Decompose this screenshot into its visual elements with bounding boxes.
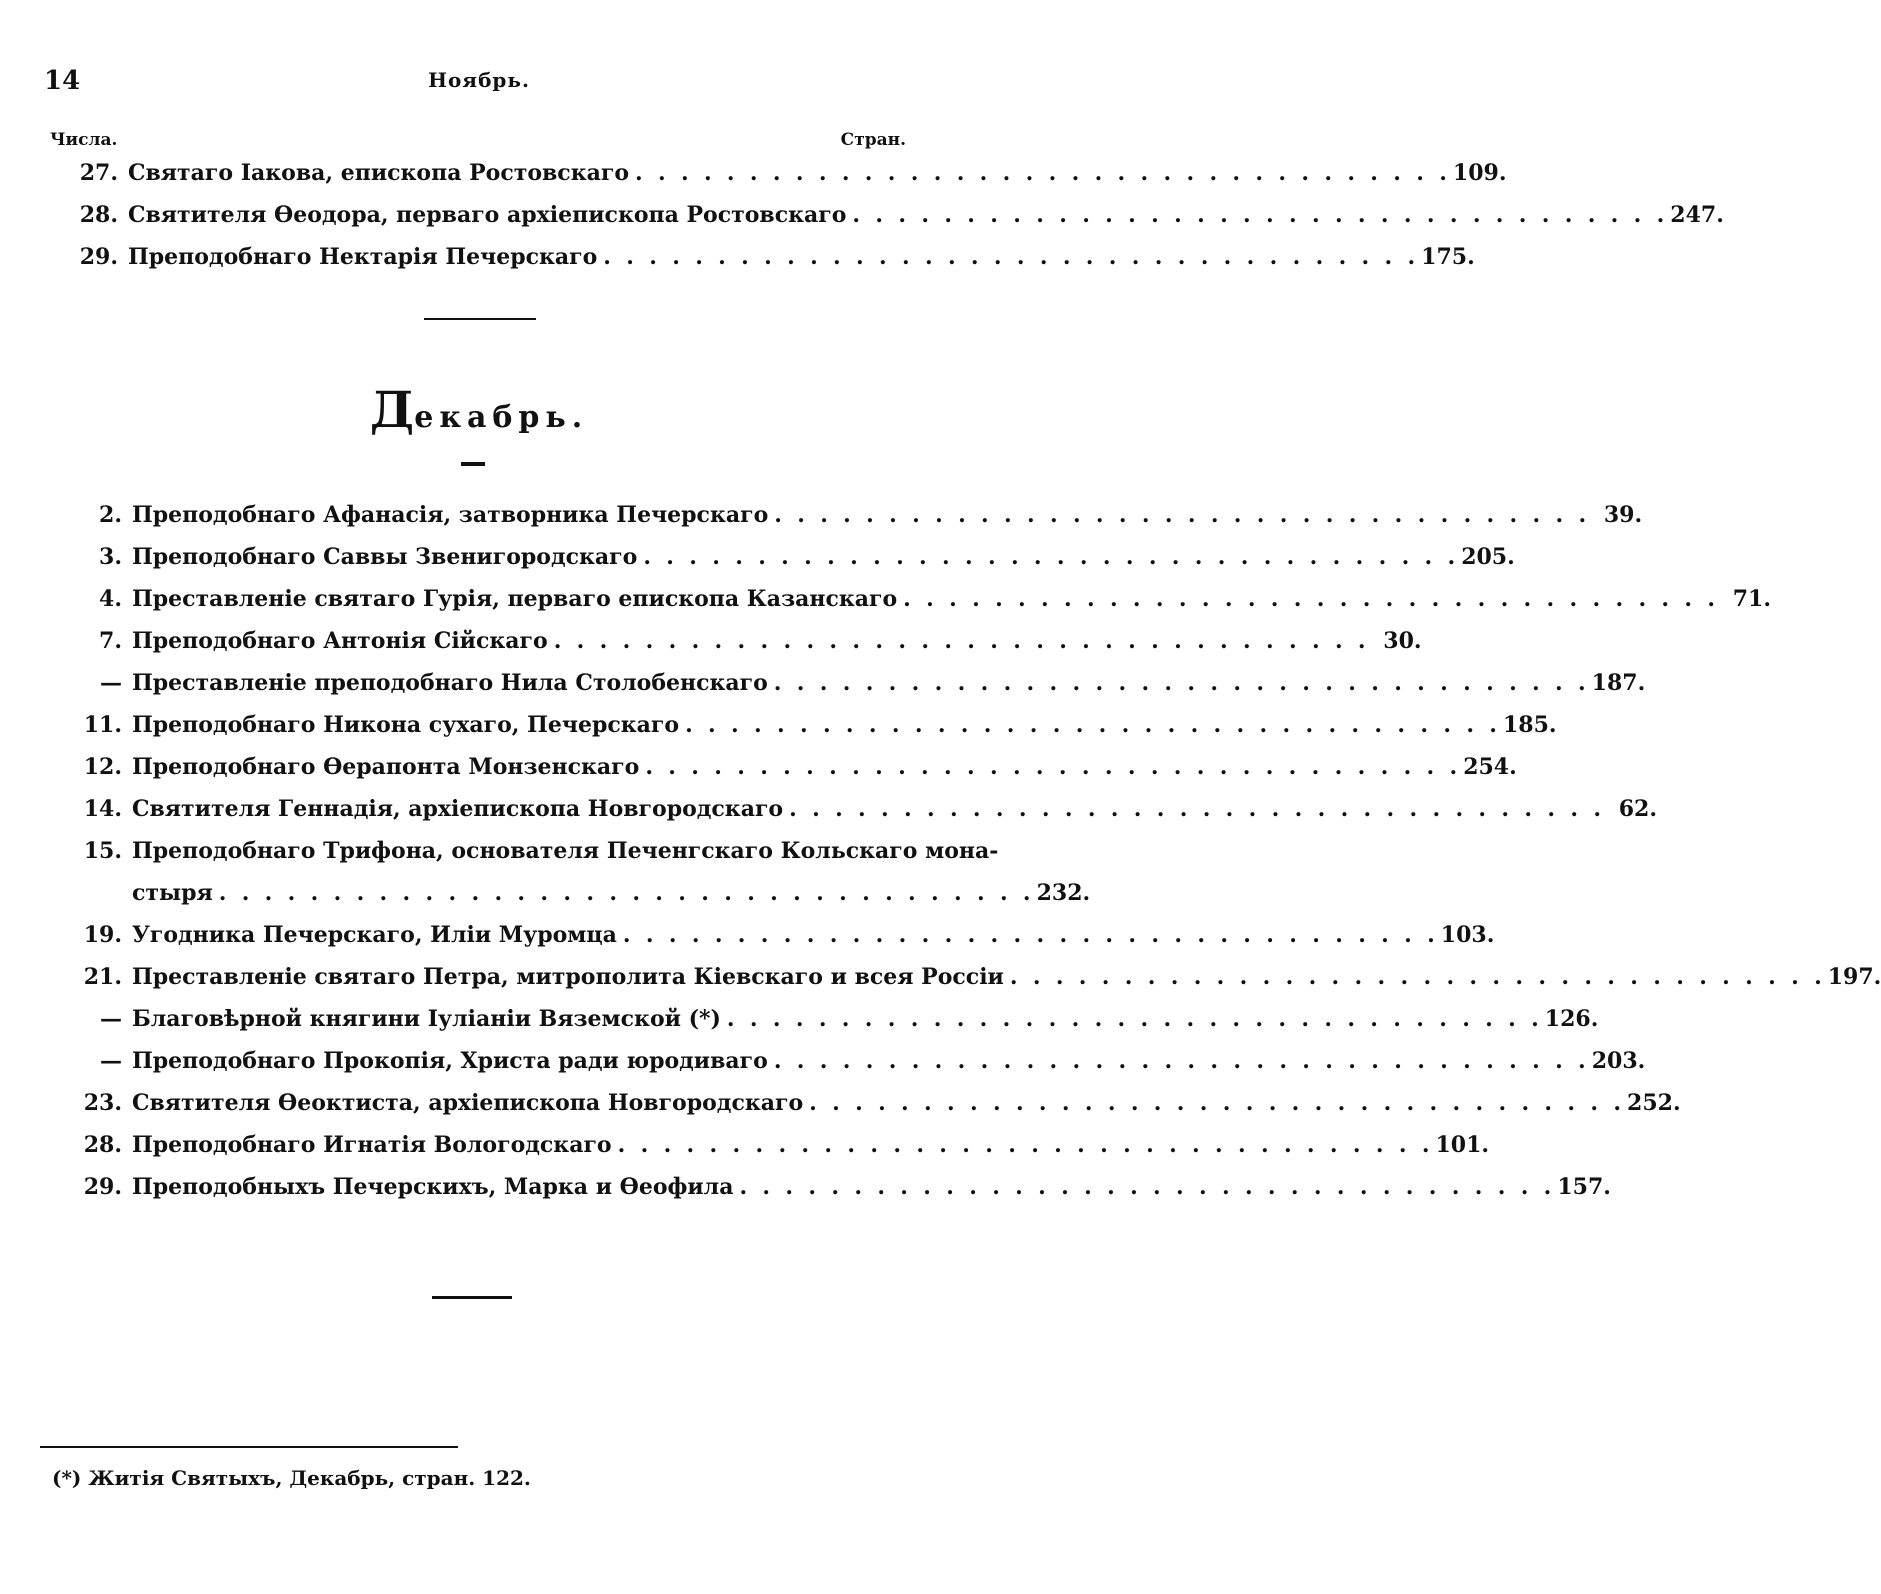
entry-day: 27.: [79, 160, 118, 186]
entry-day: 7.: [99, 628, 122, 654]
entry-title: Преподобнаго Саввы Звенигородскаго: [132, 544, 638, 570]
entry-page: 103.: [1440, 922, 1495, 948]
entry-day: —: [100, 670, 122, 696]
entry-title: Преставленіе преподобнаго Нила Столобенскаго: [132, 670, 768, 696]
entry-day: 21.: [83, 964, 122, 990]
section-title-rest: екабрь.: [414, 400, 589, 435]
entry-title: Преподобныхъ Печерскихъ, Марка и Өеофила: [132, 1174, 734, 1200]
entry-day: 19.: [83, 922, 122, 948]
running-title: Ноябрь.: [428, 68, 530, 92]
dot-leader: [783, 788, 1607, 830]
entry-page: 39.: [1603, 502, 1643, 528]
entry-page: 101.: [1435, 1132, 1490, 1158]
dot-leader: [213, 872, 1037, 914]
toc-entry: [60, 788, 1657, 830]
entry-day: 29.: [83, 1174, 122, 1200]
toc-entry: [60, 998, 1599, 1040]
entry-day: 28.: [79, 202, 118, 228]
dot-leader: [617, 914, 1441, 956]
toc-entry: [60, 914, 1495, 956]
toc-entry: [60, 1040, 1646, 1082]
toc-entry: [60, 872, 1091, 914]
dot-leader: [733, 1166, 1557, 1208]
entry-title: Преставленіе святаго Гурія, перваго епископа Казанскаго: [132, 586, 898, 612]
entry-title: Преподобнаго Трифона, основателя Печенгскаго Кольскаго мона-: [132, 838, 999, 864]
entry-day: 15.: [83, 838, 122, 864]
page-number: 14: [44, 66, 81, 96]
toc-entry: [56, 152, 1507, 194]
entry-page: 254.: [1463, 754, 1517, 780]
entry-page: 62.: [1618, 796, 1657, 822]
dot-leader: [768, 1040, 1592, 1082]
toc-entry: [60, 1166, 1611, 1208]
entry-title: Преподобнаго Өерапонта Монзенскаго: [132, 754, 640, 780]
entry-title: Преставленіе святаго Петра, митрополита Кіевскаго и всея Россіи: [132, 964, 1004, 990]
entry-page: 252.: [1627, 1090, 1681, 1116]
entry-page: 71.: [1732, 586, 1772, 612]
end-divider: [432, 1296, 512, 1299]
dot-leader: [768, 494, 1592, 536]
toc-entry: [60, 1124, 1490, 1166]
toc-entry: [56, 236, 1475, 278]
footnote: (*) Житія Святыхъ, Декабрь, стран. 122.: [52, 1466, 531, 1490]
entry-title: Святителя Өеодора, перваго архіепископа Ростовскаго: [128, 202, 847, 228]
entry-title: стыря: [132, 880, 213, 906]
toc-entry: [60, 830, 999, 872]
entry-page: 109.: [1452, 160, 1507, 186]
toc-entry: [60, 956, 1881, 998]
entry-title: Святителя Өеоктиста, архіепископа Новгородскаго: [132, 1090, 804, 1116]
entry-day: 14.: [83, 796, 122, 822]
dot-leader: [637, 536, 1461, 578]
entry-day: —: [100, 1048, 122, 1074]
dot-leader: [597, 236, 1421, 278]
entry-day: 11.: [83, 712, 122, 738]
entry-day: 28.: [83, 1132, 122, 1158]
dot-leader: [548, 620, 1372, 662]
entry-title: Святителя Геннадія, архіепископа Новгородскаго: [132, 796, 784, 822]
entry-day: 12.: [83, 754, 122, 780]
entry-day: 23.: [83, 1090, 122, 1116]
entry-title: Преподобнаго Антонія Сійскаго: [132, 628, 548, 654]
entry-title: Угодника Печерскаго, Иліи Муромца: [132, 922, 617, 948]
dot-leader: [629, 152, 1453, 194]
dot-leader: [679, 704, 1503, 746]
dot-leader: [721, 998, 1545, 1040]
entry-title: Преподобнаго Игнатія Вологодскаго: [132, 1132, 612, 1158]
entry-page: 197.: [1827, 964, 1881, 990]
entry-page: 175.: [1421, 244, 1475, 270]
entry-title: Преподобнаго Афанасія, затворника Печерскаго: [132, 502, 769, 528]
section-divider: [424, 318, 536, 320]
toc-entry: [60, 536, 1515, 578]
entry-page: 126.: [1544, 1006, 1599, 1032]
entry-day: 29.: [79, 244, 118, 270]
footnote-rule: [40, 1446, 458, 1448]
entry-page: 30.: [1383, 628, 1422, 654]
column-header-days: Числа.: [50, 130, 118, 150]
entry-page: 187.: [1591, 670, 1646, 696]
dot-leader: [639, 746, 1463, 788]
toc-entry: [60, 620, 1422, 662]
entry-day: 3.: [99, 544, 122, 570]
november-list: [56, 152, 1724, 278]
entry-day: —: [100, 1006, 122, 1032]
toc-entry: [60, 662, 1646, 704]
entry-page: 247.: [1670, 202, 1724, 228]
entry-page: 205.: [1461, 544, 1515, 570]
toc-entry: [60, 746, 1517, 788]
toc-entry: [60, 494, 1643, 536]
dot-leader: [803, 1082, 1627, 1124]
dot-leader: [768, 662, 1592, 704]
section-title-initial: Д: [369, 380, 415, 439]
dot-leader: [612, 1124, 1436, 1166]
toc-entry: [60, 1082, 1681, 1124]
december-list: [60, 494, 1881, 1208]
toc-entry: [60, 704, 1557, 746]
section-title-december: [0, 380, 958, 439]
entry-title: Благовѣрной княгини Іуліаніи Вяземской (*): [132, 1006, 721, 1032]
entry-title: Преподобнаго Прокопія, Христа ради юродиваго: [132, 1048, 768, 1074]
title-ornament-rule: [461, 462, 485, 466]
dot-leader: [846, 194, 1670, 236]
dot-leader: [1004, 956, 1828, 998]
column-header-pages: Стран.: [840, 130, 906, 150]
entry-title: Святаго Іакова, епископа Ростовскаго: [128, 160, 630, 186]
entry-day: 2.: [99, 502, 122, 528]
entry-title: Преподобнаго Нектарія Печерскаго: [128, 244, 598, 270]
entry-day: 4.: [99, 586, 122, 612]
entry-page: 232.: [1036, 880, 1091, 906]
entry-title: Преподобнаго Никона сухаго, Печерскаго: [132, 712, 680, 738]
entry-page: 157.: [1557, 1174, 1611, 1200]
toc-entry: [60, 578, 1772, 620]
dot-leader: [897, 578, 1721, 620]
entry-page: 203.: [1591, 1048, 1646, 1074]
entry-page: 185.: [1502, 712, 1557, 738]
toc-entry: [56, 194, 1724, 236]
